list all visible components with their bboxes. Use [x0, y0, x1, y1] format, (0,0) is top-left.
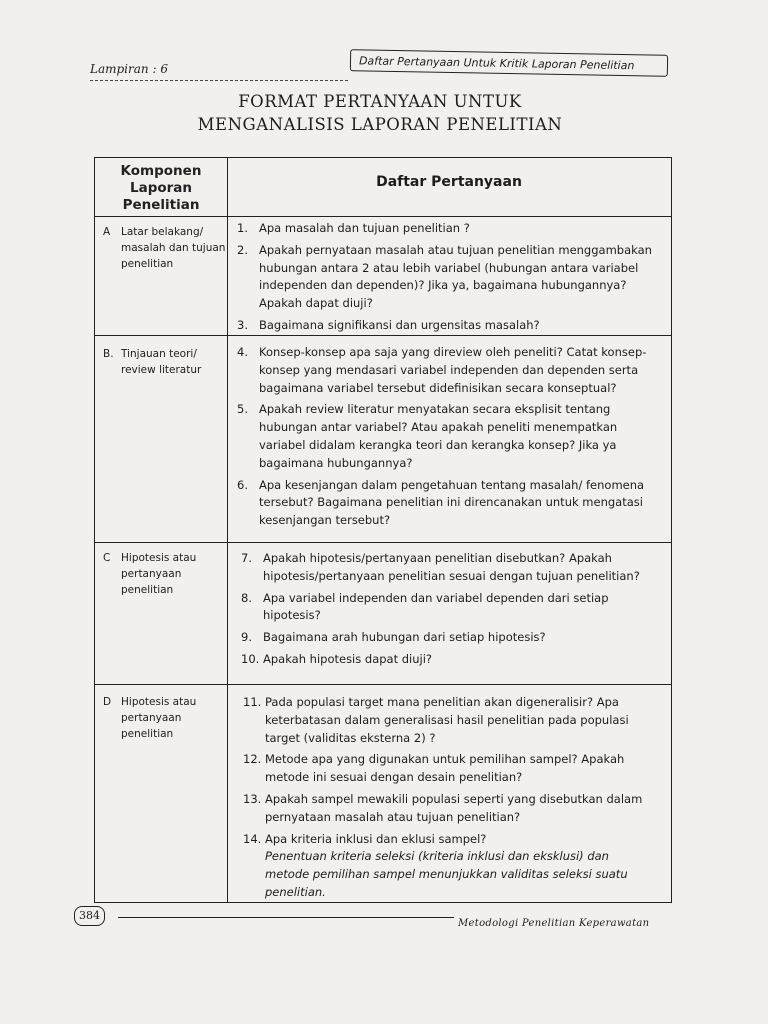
question-text: Apakah hipotesis/pertanyaan penelitian disebutkan? Apakah hipotesis/pertanyaan penelitian sesuai dengan tujuan penelitian? [263, 551, 640, 583]
header-row-divider [95, 216, 671, 217]
section-text: Hipotesis atau pertanyaan penelitian [121, 696, 197, 740]
dotted-rule [90, 80, 348, 81]
page-number: 384 [74, 906, 105, 926]
question-number: 5. [237, 402, 248, 417]
question-note: Penentuan kriteria seleksi (kriteria inklusi dan eksklusi) dan metode pemilihan sampel menunjukkan validitas seleksi suatu penelitian. [265, 849, 628, 899]
question-number: 11. [243, 695, 262, 709]
question-number: 3. [237, 317, 248, 332]
header-komponen-line-1: Komponen [120, 163, 202, 179]
question-number: 8. [241, 590, 252, 605]
question-number: 13. [243, 791, 262, 806]
question-text: Apakah hipotesis dapat diuji? [263, 651, 433, 666]
question-number: 14. [243, 831, 262, 846]
question-item [237, 220, 657, 238]
section-d-label [103, 694, 229, 742]
section-text: Latar belakang/ masalah dan tujuan penelitian [121, 226, 226, 270]
section-letter: B. [103, 348, 114, 360]
question-item [241, 629, 665, 647]
question-text: Apa kriteria inklusi dan eklusi sampel? [265, 831, 487, 846]
section-text: Hipotesis atau pertanyaan penelitian [121, 552, 197, 596]
section-letter: A [103, 226, 111, 238]
section-d-questions [243, 694, 643, 906]
question-item [241, 590, 665, 626]
question-item [243, 791, 643, 827]
question-item [241, 550, 665, 586]
question-number: 10. [241, 651, 260, 666]
header-box-title: Daftar Pertanyaan Untuk Kritik Laporan Penelitian [350, 49, 668, 77]
question-item [243, 751, 643, 787]
question-text: Apakah pernyataan masalah atau tujuan penelitian menggambakan hubungan antara 2 atau lebih variabel (hubungan antara variabel independen dan dependen)? Jika ya, bagaimana hubungannya? Apakah dapat diuji? [259, 242, 652, 311]
section-b-questions [237, 344, 661, 534]
column-header-komponen [95, 163, 227, 214]
appendix-label: Lampiran : 6 [90, 62, 168, 76]
section-letter: C [103, 552, 111, 564]
question-table [94, 157, 672, 903]
row-divider-c [95, 684, 671, 685]
question-text: Apa kesenjangan dalam pengetahuan tentang masalah/ fenomena tersebut? Bagaimana penelitian ini direncanakan untuk mengatasi kesenjangan tersebut? [259, 477, 645, 528]
page-title-line-2: MENGANALISIS LAPORAN PENELITIAN [197, 115, 563, 134]
section-b-label [103, 346, 229, 378]
question-text: Metode apa yang digunakan untuk pemilihan sampel? Apakah metode ini sesuai dengan desain penelitian? [265, 752, 625, 785]
question-number: 7. [241, 551, 252, 565]
section-c-questions [241, 550, 665, 673]
question-number: 6. [237, 477, 248, 492]
question-number: 9. [241, 630, 252, 645]
question-item [237, 401, 661, 472]
question-number: 4. [237, 345, 248, 359]
question-item [241, 651, 665, 669]
question-text: Apakah sampel mewakili populasi seperti yang disebutkan dalam pernyataan masalah atau tujuan penelitian? [265, 791, 643, 824]
question-item [243, 694, 643, 747]
question-number: 2. [237, 242, 248, 257]
section-c-label [103, 550, 229, 598]
question-item [237, 477, 661, 530]
header-komponen-line-2: Laporan [129, 180, 193, 196]
question-item [237, 344, 661, 397]
footer-book-title: Metodologi Penelitian Keperawatan [458, 918, 650, 929]
question-item [237, 242, 657, 313]
section-a-questions [237, 220, 657, 339]
question-text: Konsep-konsep apa saja yang direview oleh peneliti? Catat konsep-konsep yang mendasari variabel independen dan dependen serta bagaimana variabel tersebut didefinisikan secara konseptual? [259, 345, 647, 395]
question-item [243, 831, 643, 902]
question-text: Bagaimana signifikansi dan urgensitas masalah? [259, 317, 540, 332]
row-divider-b [95, 542, 671, 543]
footer-rule [118, 917, 454, 918]
page-title-line-1: FORMAT PERTANYAAN UNTUK [238, 92, 522, 111]
question-number: 12. [243, 752, 262, 767]
question-text: Apakah review literatur menyatakan secara eksplisit tentang hubungan antar variabel? Atau apakah peneliti menempatkan variabel didalam kerangka teori dan kerangka konsep? Jika ya bagaimana hubungannya? [259, 402, 618, 470]
question-text: Apa masalah dan tujuan penelitian ? [259, 221, 470, 235]
question-number: 1. [237, 221, 248, 235]
column-header-daftar: Daftar Pertanyaan [376, 174, 522, 190]
question-text: Pada populasi target mana penelitian akan digeneralisir? Apa keterbatasan dalam generalisasi hasil penelitian pada populasi target (validitas eksterna 2) ? [265, 695, 629, 745]
question-text: Bagaimana arah hubungan dari setiap hipotesis? [263, 630, 546, 645]
question-text: Apa variabel independen dan variabel dependen dari setiap hipotesis? [263, 590, 609, 623]
section-a-label [103, 224, 229, 272]
section-text: Tinjauan teori/ review literatur [121, 348, 202, 376]
section-letter: D [103, 696, 112, 708]
question-item [237, 317, 657, 335]
header-komponen-line-3: Penelitian [122, 197, 200, 213]
